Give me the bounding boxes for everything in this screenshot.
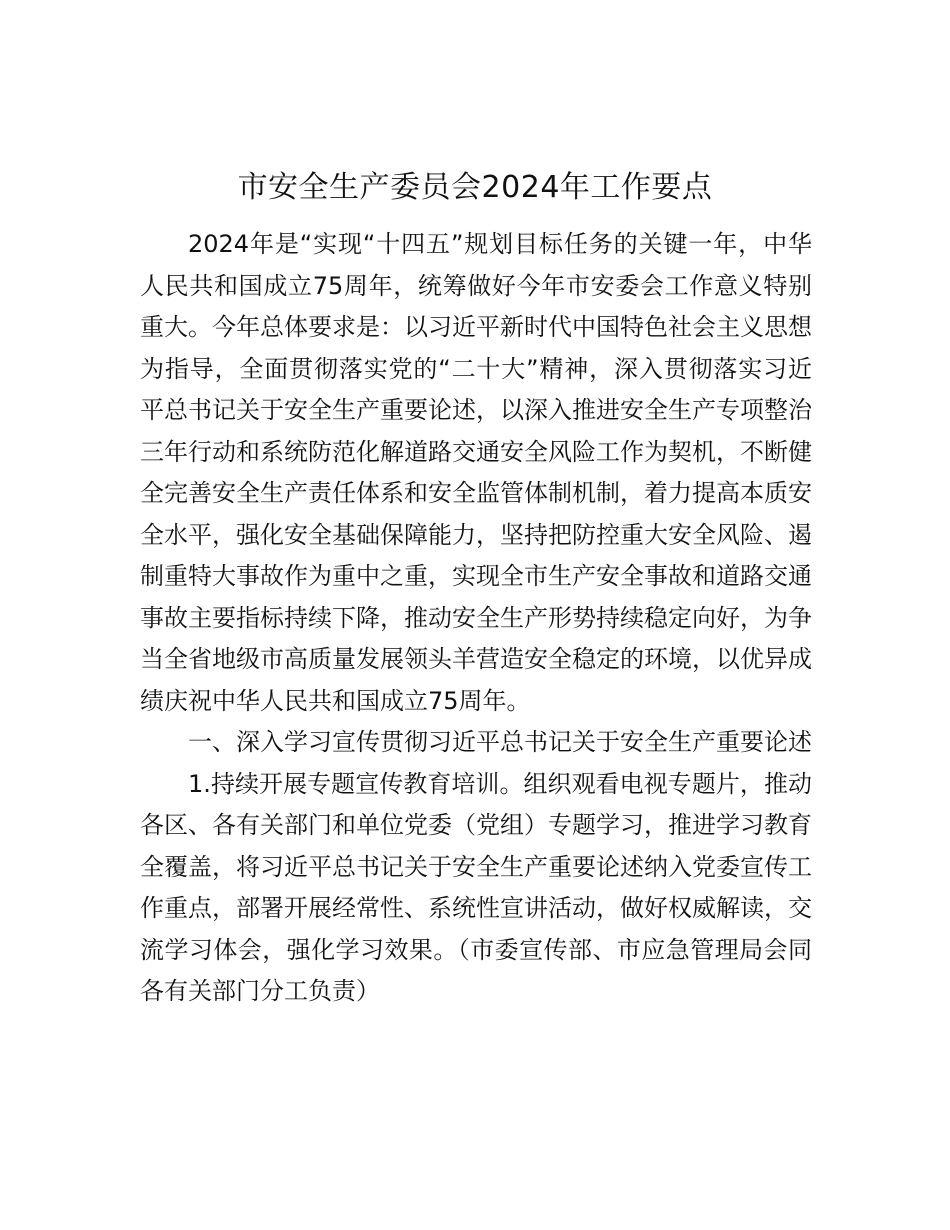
document-title: 市安全生产委员会2024年工作要点 [237,170,713,205]
item-1-paragraph: 1.持续开展专题宣传教育培训。组织观看电视专题片，推动各区、各有关部门和单位党委（党组）专题学习，推进学习教育全覆盖，将习近平总书记关于安全生产重要论述纳入党委宣传工作重点，部署开展经常性、系统性宣讲活动，做好权威解读，交流学习体会，强化学习效果。（市委宣传部、市应急管理局会同各有关部门分工负责） [140,769,812,1005]
document-body [140,224,812,1013]
section-1-title: 一、深入学习宣传贯彻习近平总书记关于安全生产重要论述 [188,728,812,756]
intro-paragraph: 2024年是“实现“十四五”规划目标任务的关键一年，中华人民共和国成立75周年，统筹做好今年市安委会工作意义特别重大。今年总体要求是：以习近平新时代中国特色社会主义思想为指导，全面贯彻落实党的“二十大”精神，深入贯彻落实习近平总书记关于安全生产重要论述，以深入推进安全生产专项整治三年行动和系统防范化解道路交通安全风险工作为契机，不断健全完善安全生产责任体系和安全监管体制机制，着力提高本质安全水平，强化安全基础保障能力，坚持把防控重大安全风险、遏制重特大事故作为重中之重，实现全市生产安全事故和道路交通事故主要指标持续下降，推动安全生产形势持续稳定向好，为争当全省地级市高质量发展领头羊营造安全稳定的环境，以优异成绩庆祝中华人民共和国成立75周年。 [140,230,812,715]
